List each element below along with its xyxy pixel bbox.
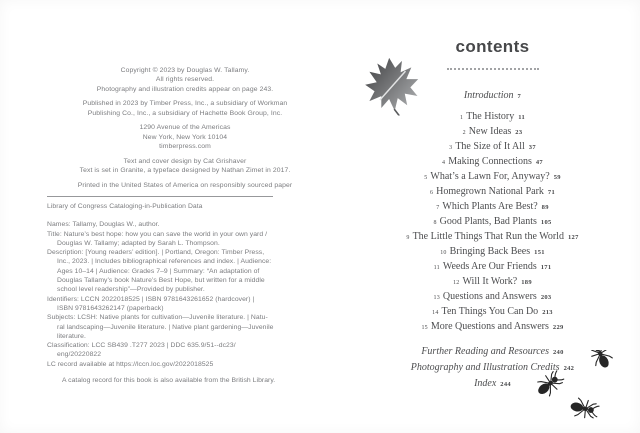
- copyright-line: Text is set in Granite, a typeface designed by Nathan Zimet in 2017.: [79, 167, 291, 175]
- lc-line: Identifiers: LCCN 2022018525 | ISBN 9781643261652 (hardcover) |: [47, 295, 255, 303]
- lc-line: Names: Tallamy, Douglas W., author.: [47, 221, 160, 229]
- horizontal-rule: [47, 196, 273, 197]
- toc-end-page: 244: [500, 381, 511, 388]
- toc-chapter-label: Making Connections: [448, 156, 532, 167]
- toc-end-page: 240: [553, 349, 564, 356]
- toc-chapter-number: 15: [421, 325, 428, 331]
- toc-chapter-page: 71: [547, 189, 556, 196]
- lc-line: eng/20220822: [57, 351, 102, 359]
- library-of-congress-block: [47, 202, 307, 385]
- toc-chapter-page: 59: [553, 174, 561, 181]
- dotted-rule: [447, 68, 539, 70]
- toc-end-label: Photography and Illustration Credits: [410, 362, 560, 373]
- copyright-line: Published in 2023 by Timber Press, Inc., a subsidiary of Workman: [82, 100, 288, 108]
- copyright-line: Publishing Co., Inc., a subsidiary of Hachette Book Group, Inc.: [87, 109, 283, 117]
- toc-chapter-number: 11: [433, 265, 440, 271]
- contents-title: contents: [455, 37, 530, 56]
- toc-chapter-number: 12: [453, 280, 460, 286]
- toc-chapter-number: 4: [442, 160, 446, 166]
- toc-chapter-label: Ten Things You Can Do: [441, 306, 539, 317]
- copyright-line: Printed in the United States of America on responsibly sourced paper: [77, 181, 293, 189]
- catalog-record-note: A catalog record for this book is also available from the British Library.: [62, 376, 276, 384]
- toc-chapter-number: 9: [406, 235, 410, 241]
- lc-line: LC record available at https://lccn.loc.gov/2022018525: [47, 360, 214, 368]
- toc-chapter-row: [345, 109, 640, 124]
- toc-chapter-label: Homegrown National Park: [436, 186, 544, 197]
- toc-chapter-row: [345, 184, 640, 199]
- toc-chapter-label: The Little Things That Run the World: [412, 231, 564, 242]
- toc-chapter-row: [345, 274, 640, 289]
- toc-chapter-row: [345, 304, 640, 319]
- toc-chapter-row: [345, 139, 640, 154]
- copyright-line: timberpress.com: [159, 143, 211, 151]
- toc-chapter-page: 203: [540, 294, 552, 301]
- toc-chapter-number: 5: [424, 175, 428, 181]
- toc-chapter-page: 213: [542, 309, 553, 316]
- toc-end-label: Further Reading and Resources: [421, 346, 549, 357]
- copyright-block: [40, 66, 330, 190]
- toc-chapter-number: 7: [436, 205, 440, 211]
- ants-icon: [530, 350, 630, 420]
- toc-chapter-label: Bringing Back Bees: [449, 246, 531, 257]
- toc-chapter-number: 2: [462, 130, 466, 136]
- toc-chapter-list: [345, 109, 640, 334]
- copyright-line: Text and cover design by Cat Grishaver: [123, 157, 247, 165]
- toc-chapter-label: Which Plants Are Best?: [442, 201, 538, 212]
- toc-chapter-page: 127: [567, 234, 579, 241]
- lc-line: ISBN 9781643262147 (paperback): [57, 304, 164, 312]
- lc-line: Douglas Tallamy’s book Nature’s Best Hope, but written for a middle: [57, 277, 265, 285]
- toc-chapter-label: Questions and Answers: [442, 291, 537, 302]
- toc-chapter-label: Will It Work?: [462, 276, 518, 287]
- toc-chapter-number: 8: [433, 220, 437, 226]
- toc-end-page: 242: [563, 365, 575, 372]
- toc-chapter-page: 47: [535, 159, 543, 166]
- toc-chapter-row: [345, 259, 640, 274]
- lc-heading: Library of Congress Cataloging-in-Publication Data: [47, 203, 203, 210]
- lc-line: Classification: LCC SB439 .T277 2023 | DDC 635.9/51--dc23/: [47, 342, 236, 350]
- copyright-line: New York, New York 10104: [142, 133, 228, 141]
- toc-chapter-label: The History: [466, 111, 515, 122]
- lc-line: school level readership”—Provided by publisher.: [57, 286, 205, 294]
- toc-chapter-page: 171: [540, 264, 552, 271]
- toc-chapter-label: Good Plants, Bad Plants: [439, 216, 537, 227]
- toc-chapter-page: 189: [521, 279, 532, 286]
- toc-chapter-row: [345, 214, 640, 229]
- toc-chapter-number: 10: [440, 250, 447, 256]
- toc-chapter-page: 11: [518, 114, 525, 121]
- toc-chapter-number: 6: [429, 190, 434, 196]
- lc-line: Title: Nature’s best hope: how you can save the world in your own yard /: [47, 230, 268, 238]
- toc-chapter-row: [345, 229, 640, 244]
- toc-chapter-row: [345, 199, 640, 214]
- toc-chapter-row: [345, 124, 640, 139]
- lc-line: Subjects: LCSH: Native plants for cultivation—Juvenile literature. | Natu-: [47, 314, 268, 322]
- lc-line: ral landscaping—Juvenile literature. | Native plant gardening—Juvenile: [57, 323, 274, 331]
- copyright-line: Copyright © 2023 by Douglas W. Tallamy.: [120, 67, 250, 74]
- toc-chapter-number: 3: [449, 145, 453, 151]
- toc-introduction-page: 7: [517, 93, 522, 100]
- toc-chapter-row: [345, 289, 640, 304]
- toc-chapter-label: What’s a Lawn For, Anyway?: [430, 171, 550, 182]
- lc-line: Inc., 2023. | Includes bibliographical references and index. | Audience:: [57, 258, 272, 266]
- toc-chapter-label: The Size of It All: [455, 141, 525, 152]
- toc-chapter-label: More Questions and Answers: [430, 321, 549, 332]
- copyright-line: All rights reserved.: [155, 76, 215, 84]
- toc-chapter-page: 89: [541, 204, 549, 211]
- toc-end-label: Index: [474, 378, 497, 389]
- lc-lines: [47, 220, 307, 369]
- toc-chapter-number: 14: [432, 310, 439, 316]
- toc-introduction-row: [345, 90, 640, 101]
- lc-line: Description: [Young readers’ edition]. | Portland, Oregon: Timber Press,: [47, 249, 265, 257]
- toc-chapter-row: [345, 319, 640, 334]
- toc-chapter-row: [345, 244, 640, 259]
- toc-chapter-label: Weeds Are Our Friends: [442, 261, 537, 272]
- copyright-line: 1290 Avenue of the Americas: [139, 124, 231, 132]
- toc-chapter-label: New Ideas: [468, 126, 512, 137]
- toc-chapter-page: 37: [528, 144, 536, 151]
- lc-line: Douglas W. Tallamy; adapted by Sarah L. Thompson.: [57, 239, 220, 247]
- copyright-line: Photography and illustration credits appear on page 243.: [96, 85, 274, 93]
- toc-chapter-row: [345, 169, 640, 184]
- toc-chapter-page: 23: [515, 129, 523, 136]
- toc-introduction-label: Introduction: [463, 90, 514, 101]
- toc-chapter-row: [345, 154, 640, 169]
- lc-line: literature.: [57, 332, 86, 340]
- lc-line: Ages 10–14 | Audience: Grades 7–9 | Summary: “An adaptation of: [57, 267, 260, 275]
- toc-chapter-number: 13: [433, 295, 440, 301]
- toc-chapter-page: 151: [534, 249, 545, 256]
- toc-chapter-page: 105: [540, 219, 552, 226]
- toc-chapter-number: 1: [460, 115, 464, 121]
- toc-chapter-page: 229: [552, 324, 564, 331]
